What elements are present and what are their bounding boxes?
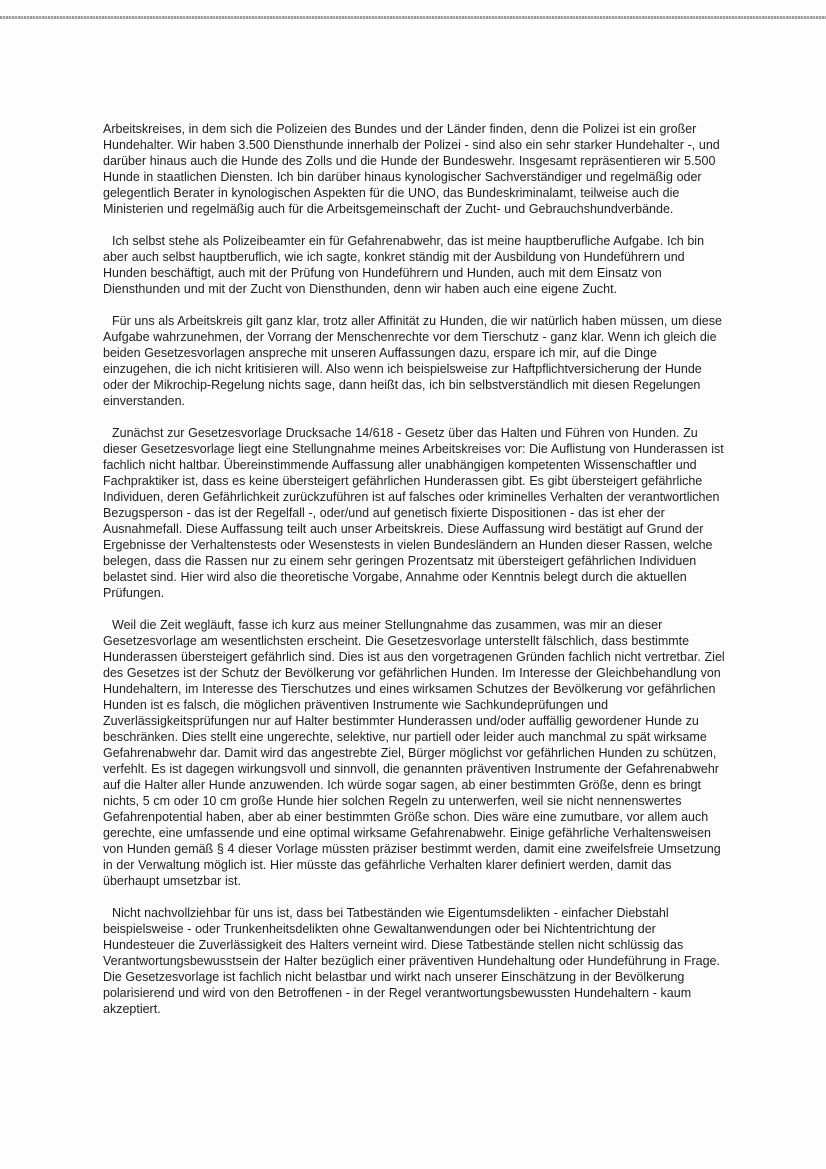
document-body bbox=[103, 121, 726, 1033]
scan-edge-artifact bbox=[0, 16, 826, 19]
paragraph-3: Für uns als Arbeitskreis gilt ganz klar, trotz aller Affinität zu Hunden, die wir natürlich haben müssen, um diese Aufgabe wahrzunehmen, der Vorrang der Menschenrechte vor dem Tierschutz - ganz klar. Wenn ich gleich die beiden Gesetzesvorlagen anspreche mit unseren Auffassungen dazu, erspare ich mir, auf die Dinge einzugehen, die ich nicht kritisieren will. Also wenn ich beispielsweise zur Haftpflichtversicherung der Hunde oder der Mikrochip-Regelung nichts sage, dann heißt das, ich bin selbstverständlich mit diesen Regelungen einverstanden. bbox=[103, 314, 722, 408]
paragraph-1: Arbeitskreises, in dem sich die Polizeien des Bundes und der Länder finden, denn die Polizei ist ein großer Hundehalter. Wir haben 3.500 Diensthunde innerhalb der Polizei - sind also ein sehr starker Hundehalter -, und darüber hinaus auch die Hunde des Zolls und die Hunde der Bundeswehr. Insgesamt repräsentieren wir 5.500 Hunde in staatlichen Diensten. Ich bin darüber hinaus kynologischer Sachverständiger und regelmäßig oder gelegentlich Berater in kynologischen Aspekten für die UNO, das Bundeskriminalamt, teilweise auch die Ministerien und regelmäßig auch für die Arbeitsgemeinschaft der Zucht- und Gebrauchshundverbände. bbox=[103, 122, 720, 216]
paragraph-6: Nicht nachvollziehbar für uns ist, dass bei Tatbeständen wie Eigentumsdelikten - einfacher Diebstahl beispielsweise - oder Trunkenheitsdelikten ohne Gewaltanwendungen oder bei Nichtentrichtung der Hundesteuer die Zuverlässigkeit des Halters verneint wird. Diese Tatbestände stellen nicht schlüssig das Verantwortungsbewusstsein der Halter bezüglich einer präventiven Hundehaltung oder Hundeführung in Frage. Die Gesetzesvorlage ist fachlich nicht belastbar und wirkt nach unserer Einschätzung in der Bevölkerung polarisierend und wird von den Betroffenen - in der Regel verantwortungsbewussten Hundehaltern - kaum akzeptiert. bbox=[103, 906, 720, 1016]
paragraph-2: Ich selbst stehe als Polizeibeamter ein für Gefahrenabwehr, das ist meine hauptberufliche Aufgabe. Ich bin aber auch selbst hauptberuflich, wie ich sagte, konkret ständig mit der Ausbildung von Hundeführern und Hunden beschäftigt, auch mit der Prüfung von Hundeführern und Hunden, auch mit dem Einsatz von Diensthunden und mit der Zucht von Diensthunden, denn wir haben auch eine eigene Zucht. bbox=[103, 234, 705, 296]
paragraph-5: Weil die Zeit wegläuft, fasse ich kurz aus meiner Stellungnahme das zusammen, was mir an dieser Gesetzesvorlage am wesentlichsten erscheint. Die Gesetzesvorlage unterstellt fälschlich, dass bestimmte Hunderassen übersteigert gefährlich sind. Dies ist aus den vorgetragenen Gründen fachlich nicht vertretbar. Ziel des Gesetzes ist der Schutz der Bevölkerung vor gefährlichen Hunden. Im Interesse der Gleichbehandlung von Hundehaltern, im Interesse des Tierschutzes und eines wirksamen Schutzes der Bevölkerung vor gefährlichen Hunden ist es falsch, die möglichen präventiven Instrumente wie Sachkundeprüfungen und Zuverlässigkeitsprüfungen nur auf Halter bestimmter Hunderassen und/oder auffällig gewordener Hunde zu beschränken. Dies stellt eine ungerechte, selektive, nur partiell oder leider auch manchmal zu spät wirksame Gefahrenabwehr dar. Damit wird das angestrebte Ziel, Bürger möglichst vor gefährlichen Hunden zu schützen, verfehlt. Es ist dagegen wirkungsvoll und sinnvoll, die genannten präventiven Instrumente der Gefahrenabwehr auf die Halter aller Hunde anzuwenden. Ich würde sogar sagen, ab einer bestimmten Größe, denn es bringt nichts, 5 cm oder 10 cm große Hunde hier solchen Regeln zu unterwerfen, weil sie nicht nennenswertes Gefahrenpotential haben, aber ab einer bestimmten Größe schon. Dies wäre eine zumutbare, vor allem auch gerechte, eine umfassende und eine optimal wirksame Gefahrenabwehr. Einige gefährliche Verhaltensweisen von Hunden gemäß § 4 dieser Vorlage müssten präziser bestimmt werden, damit eine zweifelsfreie Umsetzung in der Verwaltung möglich ist. Hier müsste das gefährliche Verhalten klarer definiert werden, damit das überhaupt umsetzbar ist. bbox=[103, 618, 725, 888]
paragraph-4: Zunächst zur Gesetzesvorlage Drucksache 14/618 - Gesetz über das Halten und Führen von Hunden. Zu dieser Gesetzesvorlage liegt eine Stellungnahme meines Arbeitskreises vor: Die Auflistung von Hunderassen ist fachlich nicht haltbar. Übereinstimmende Auffassung aller unabhängigen kompetenten Wissenschaftler und Fachpraktiker ist, dass es keine übersteigert gefährlichen Hunderassen gibt. Es gibt übersteigert gefährliche Individuen, deren Gefährlichkeit zurückzuführen ist auf falsches oder kriminelles Verhalten der verantwortlichen Bezugsperson - das ist der Regelfall -, oder/und auf genetisch fixierte Dispositionen - das ist eher der Ausnahmefall. Diese Auffassung teilt auch unser Arbeitskreis. Diese Auffassung wird bestätigt auf Grund der Ergebnisse der Verhaltenstests oder Wesenstests in vielen Bundesländern an Hunden dieser Rassen, welche belegen, dass die Rassen nur zu einem sehr geringen Prozentsatz mit übersteigert gefährlichen Individuen belastet sind. Hier wird also die theoretische Vorgabe, Annahme oder Kenntnis belegt durch die aktuellen Prüfungen. bbox=[103, 426, 724, 600]
